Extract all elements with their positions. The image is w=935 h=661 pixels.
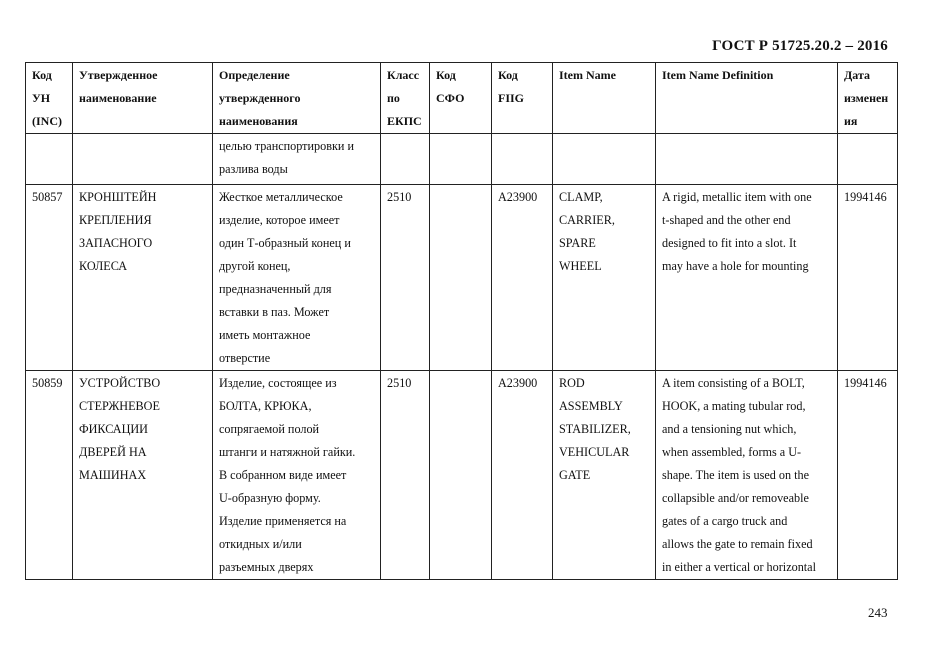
- cell-definition: Жесткое металлическое изделие, которое имеет один Т-образный конец и другой конец, предназначенный для вставки в паз. Может иметь монтажное отверстие: [213, 185, 381, 371]
- header-inc: Код УН (INC): [26, 63, 73, 134]
- page-number: 243: [868, 605, 888, 620]
- cell-item-name: [553, 134, 656, 185]
- cell-item-def: [656, 134, 838, 185]
- header-ekps-class: Класс по ЕКПС: [381, 63, 430, 134]
- cell-name: УСТРОЙСТВО СТЕРЖНЕВОЕ ФИКСАЦИИ ДВЕРЕЙ НА МАШИНАХ: [73, 371, 213, 580]
- cell-date: 1994146: [838, 185, 898, 371]
- cell-item-def: A rigid, metallic item with one t-shaped and the other end designed to fit into a slot. It may have a hole for mounting: [656, 185, 838, 371]
- cell-inc: 50859: [26, 371, 73, 580]
- cell-item-def: A item consisting of a BOLT, HOOK, a mating tubular rod, and a tensioning nut which, when assembled, forms a U- shape. The item is used on the collapsible and/or removeable gates of a cargo truck and allows the gate to remain fixed in either a vertical or horizontal: [656, 371, 838, 580]
- cell-sfo: [430, 134, 492, 185]
- cell-ekps: 2510: [381, 371, 430, 580]
- header-definition: Определение утвержденного наименования: [213, 63, 381, 134]
- cell-name: КРОНШТЕЙН КРЕПЛЕНИЯ ЗАПАСНОГО КОЛЕСА: [73, 185, 213, 371]
- cell-ekps: 2510: [381, 185, 430, 371]
- cell-fiig: [492, 134, 553, 185]
- header-item-name-definition: Item Name Definition: [656, 63, 838, 134]
- cell-name: [73, 134, 213, 185]
- cell-ekps: [381, 134, 430, 185]
- classification-table: [25, 62, 898, 580]
- table-header-row: [26, 63, 898, 134]
- cell-inc: 50857: [26, 185, 73, 371]
- table-row: [26, 185, 898, 371]
- header-change-date: Дата изменен ия: [838, 63, 898, 134]
- header-sfo-code: Код СФО: [430, 63, 492, 134]
- cell-date: 1994146: [838, 371, 898, 580]
- header-fiig-code: Код FIIG: [492, 63, 553, 134]
- cell-fiig: A23900: [492, 185, 553, 371]
- cell-fiig: A23900: [492, 371, 553, 580]
- cell-sfo: [430, 371, 492, 580]
- cell-definition: целью транспортировки и разлива воды: [213, 134, 381, 185]
- header-item-name: Item Name: [553, 63, 656, 134]
- cell-date: [838, 134, 898, 185]
- cell-inc: [26, 134, 73, 185]
- table-row-continuation: [26, 134, 898, 185]
- cell-definition: Изделие, состоящее из БОЛТА, КРЮКА, сопрягаемой полой штанги и натяжной гайки. В собранном виде имеет U-образную форму. Изделие применяется на откидных и/или разъемных дверях: [213, 371, 381, 580]
- document-code: ГОСТ Р 51725.20.2 – 2016: [712, 38, 888, 54]
- header-approved-name: Утвержденное наименование: [73, 63, 213, 134]
- table-row: [26, 371, 898, 580]
- cell-sfo: [430, 185, 492, 371]
- cell-item-name: ROD ASSEMBLY STABILIZER, VEHICULAR GATE: [553, 371, 656, 580]
- cell-item-name: CLAMP, CARRIER, SPARE WHEEL: [553, 185, 656, 371]
